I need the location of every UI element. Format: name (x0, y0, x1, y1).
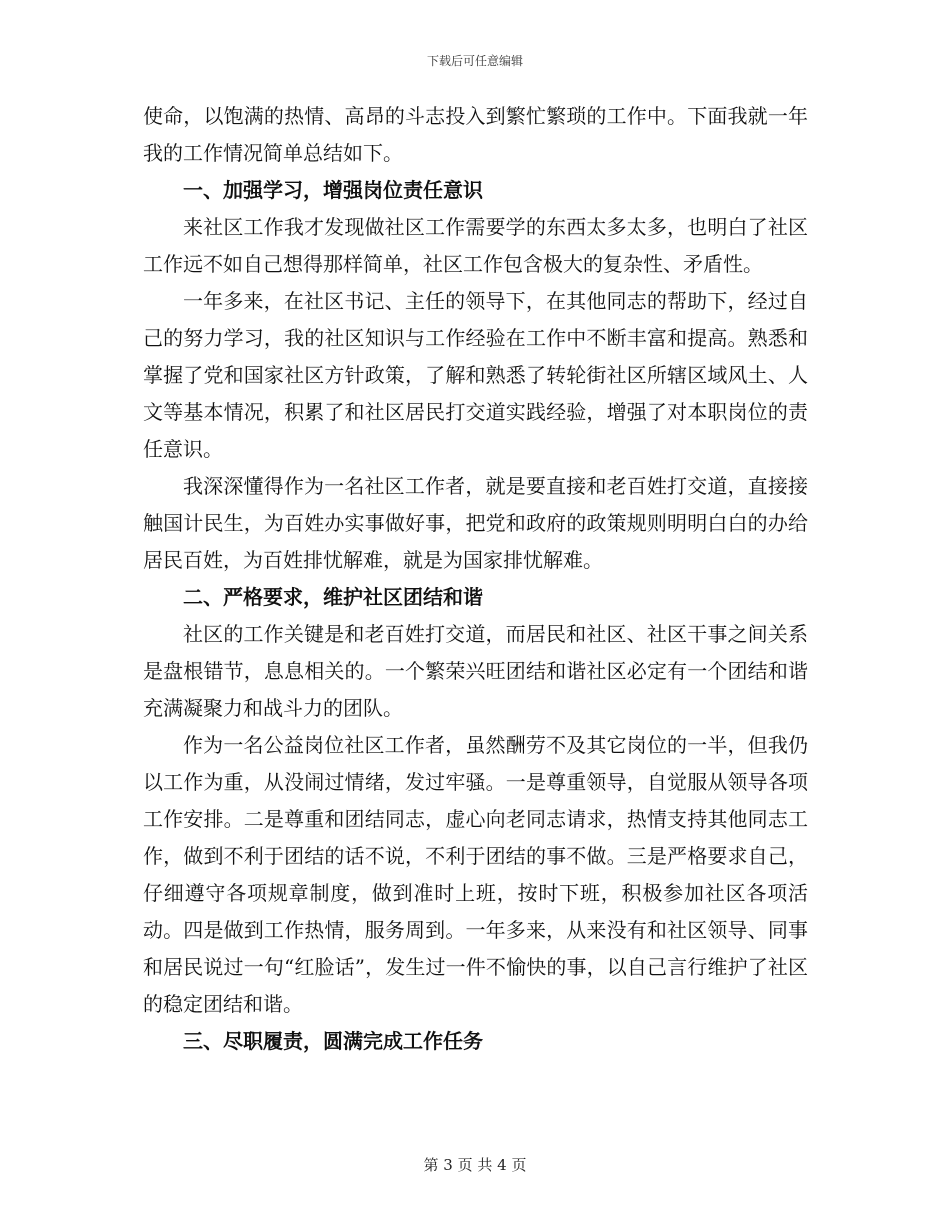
paragraph: 作为一名公益岗位社区工作者，虽然酬劳不及其它岗位的一半，但我仍以工作为重，从没闹过情绪，发过牢骚。一是尊重领导，自觉服从领导各项工作安排。二是尊重和团结同志，虚心向老同志请求，热情支持其他同志工作，做到不利于团结的话不说，不利于团结的事不做。三是严格要求自己，仔细遵守各项规章制度，做到准时上班，按时下班，积极参加社区各项活动。四是做到工作热情，服务周到。一年多来，从来没有和社区领导、同事和居民说过一句“红脸话”，发生过一件不愉快的事，以自己言行维护了社区的稳定团结和谐。 (143, 733, 808, 1016)
paragraph: 一年多来，在社区书记、主任的领导下，在其他同志的帮助下，经过自己的努力学习，我的社区知识与工作经验在工作中不断丰富和提高。熟悉和掌握了党和国家社区方针政策，了解和熟悉了转轮街社区所辖区域风土、人文等基本情况，积累了和社区居民打交道实践经验，增强了对本职岗位的责任意识。 (143, 289, 808, 461)
section-heading-1: 一、加强学习，增强岗位责任意识 (183, 178, 483, 202)
page-header: 下载后可任意编辑 (426, 54, 523, 68)
paragraph: 来社区工作我才发现做社区工作需要学的东西太多太多，也明白了社区工作远不如自己想得那样简单，社区工作包含极大的复杂性、矛盾性。 (143, 215, 808, 276)
paragraph-continuation: 使命，以饱满的热情、高昂的斗志投入到繁忙繁琐的工作中。下面我就一年我的工作情况简单总结如下。 (143, 104, 808, 165)
section-heading-3: 三、尽职履责，圆满完成工作任务 (183, 1029, 483, 1053)
paragraph: 社区的工作关键是和老百姓打交道，而居民和社区、社区干事之间关系是盘根错节，息息相关的。一个繁荣兴旺团结和谐社区必定有一个团结和谐充满凝聚力和战斗力的团队。 (143, 622, 808, 720)
page-footer: 第 3 页 共 4 页 (423, 1156, 527, 1174)
paragraph: 我深深懂得作为一名社区工作者，就是要直接和老百姓打交道，直接接触国计民生，为百姓办实事做好事，把党和政府的政策规则明明白白的办给居民百姓，为百姓排忧解难，就是为国家排忧解难。 (143, 474, 808, 572)
document-body (143, 98, 808, 1060)
section-heading-2: 二、严格要求，维护社区团结和谐 (183, 585, 483, 609)
